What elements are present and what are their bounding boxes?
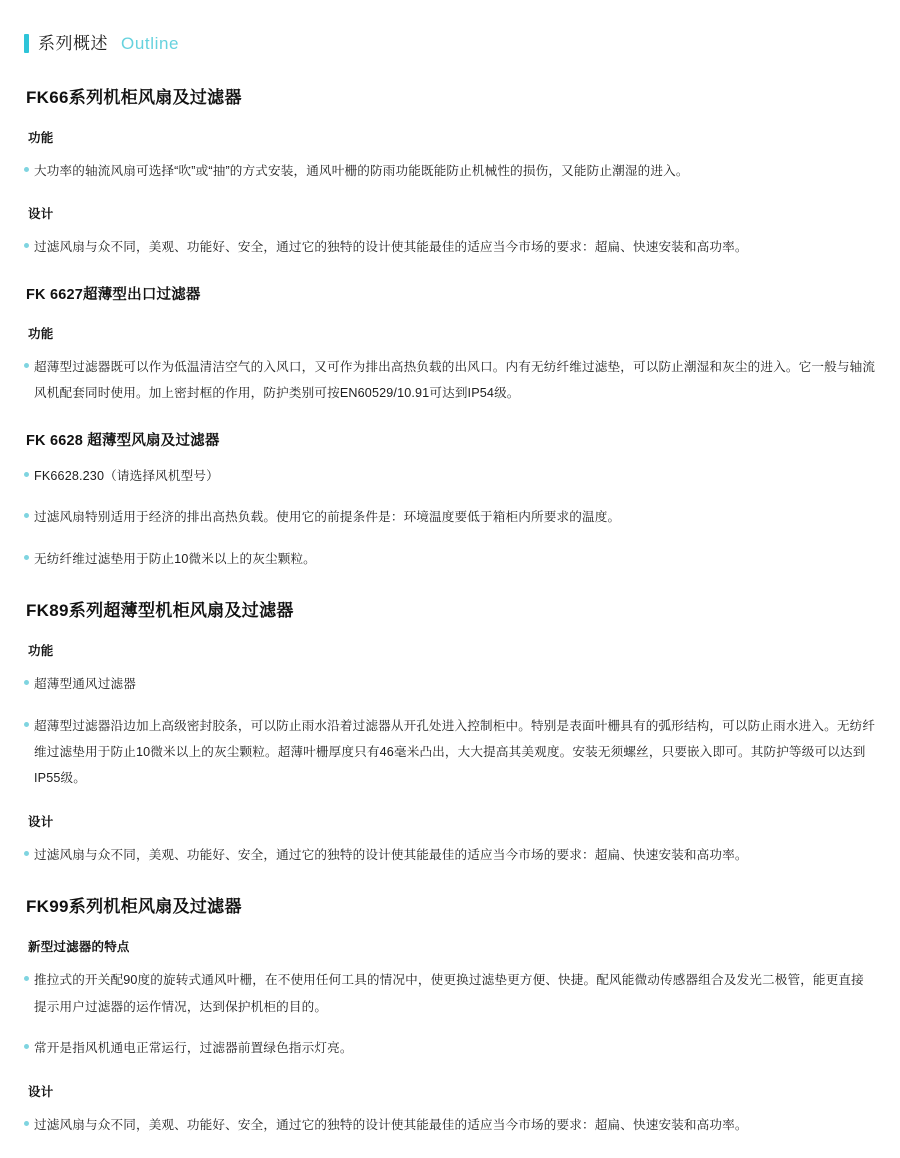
- bullet-dot-icon: [24, 363, 29, 368]
- bullet-text: 超薄型过滤器沿边加上高级密封胶条，可以防止雨水沿着过滤器从开孔处进入控制柜中。特别是表面叶栅具有的弧形结构，可以防止雨水进入。无纺纤维过滤垫用于防止10微米以上的灰尘颗粒。超薄叶栅厚度只有46毫米凸出，大大提高其美观度。安装无须螺丝，只要嵌入即可。其防护等级可以达到IP55级。: [34, 718, 876, 786]
- section-title-cn: 系列概述: [38, 34, 108, 53]
- bullet-text: 大功率的轴流风扇可选择“吹”或“抽”的方式安装，通风叶栅的防雨功能既能防止机械性的损伤，又能防止潮湿的进入。: [34, 164, 689, 178]
- bullet-item: [24, 1035, 876, 1061]
- content-body: [24, 83, 876, 1138]
- section-header: [24, 0, 876, 59]
- series-title: FK89系列超薄型机柜风扇及过滤器: [26, 601, 294, 621]
- bullet-dot-icon: [24, 243, 29, 248]
- bullet-item: [24, 967, 876, 1020]
- series-title: FK66系列机柜风扇及过滤器: [26, 88, 242, 107]
- bullet-item: [24, 713, 876, 792]
- bullet-text: 过滤风扇与众不同，美观、功能好、安全，通过它的独特的设计使其能最佳的适应当今市场的要求：超扁、快速安装和高功率。: [34, 847, 748, 862]
- bullet-item: [24, 1112, 876, 1138]
- section-title-en: Outline: [121, 34, 180, 53]
- bullet-dot-icon: [24, 680, 29, 685]
- accent-bar-icon: [24, 34, 29, 53]
- bullet-text: 过滤风扇与众不同，美观、功能好、安全，通过它的独特的设计使其能最佳的适应当今市场的要求：超扁、快速安装和高功率。: [34, 240, 748, 255]
- bullet-item: [24, 354, 876, 407]
- bullet-text: FK6628.230（请选择风机型号）: [34, 468, 219, 483]
- model-title: FK 6627超薄型出口过滤器: [26, 286, 201, 303]
- sub-label: 设计: [28, 814, 54, 829]
- bullet-dot-icon: [24, 555, 29, 560]
- bullet-dot-icon: [24, 976, 29, 981]
- bullet-item: [24, 158, 876, 184]
- sub-label: 功能: [28, 326, 54, 341]
- bullet-text: 超薄型通风过滤器: [34, 677, 136, 692]
- model-title: FK 6628 超薄型风扇及过滤器: [26, 432, 220, 449]
- bullet-text: 无纺纤维过滤垫用于防止10微米以上的灰尘颗粒。: [34, 551, 316, 566]
- sub-label: 设计: [28, 1084, 54, 1099]
- bullet-text: 过滤风扇特别适用于经济的排出高热负载。使用它的前提条件是：环境温度要低于箱柜内所要求的温度。: [34, 510, 621, 525]
- bullet-dot-icon: [24, 851, 29, 856]
- bullet-item: [24, 234, 876, 260]
- bullet-item: [24, 463, 876, 489]
- bullet-item: [24, 842, 876, 868]
- bullet-dot-icon: [24, 1121, 29, 1126]
- bullet-text: 常开是指风机通电正常运行，过滤器前置绿色指示灯亮。: [34, 1041, 353, 1056]
- series-title: FK99系列机柜风扇及过滤器: [26, 897, 242, 917]
- bullet-text: 过滤风扇与众不同，美观、功能好、安全，通过它的独特的设计使其能最佳的适应当今市场的要求：超扁、快速安装和高功率。: [34, 1117, 748, 1132]
- bullet-dot-icon: [24, 472, 29, 477]
- sub-label: 新型过滤器的特点: [28, 940, 130, 955]
- sub-label: 功能: [28, 131, 54, 145]
- bullet-dot-icon: [24, 1044, 29, 1049]
- bullet-item: [24, 546, 876, 572]
- bullet-text: 超薄型过滤器既可以作为低温清洁空气的入风口，又可作为排出高热负载的出风口。内有无纺纤维过滤垫，可以防止潮湿和灰尘的进入。它一般与轴流风机配套同时使用。加上密封框的作用，防护类别可按EN60529/10.91可达到IP54级。: [34, 359, 876, 401]
- sub-label: 功能: [28, 644, 54, 659]
- bullet-item: [24, 671, 876, 697]
- bullet-dot-icon: [24, 167, 29, 172]
- bullet-dot-icon: [24, 722, 29, 727]
- sub-label: 设计: [28, 207, 54, 222]
- bullet-dot-icon: [24, 513, 29, 518]
- bullet-item: [24, 504, 876, 530]
- bullet-text: 推拉式的开关配90度的旋转式通风叶栅，在不使用任何工具的情况中，使更换过滤垫更方便、快捷。配风能微动传感器组合及发光二极管，能更直接提示用户过滤器的运作情况，达到保护机柜的目的。: [34, 973, 864, 1014]
